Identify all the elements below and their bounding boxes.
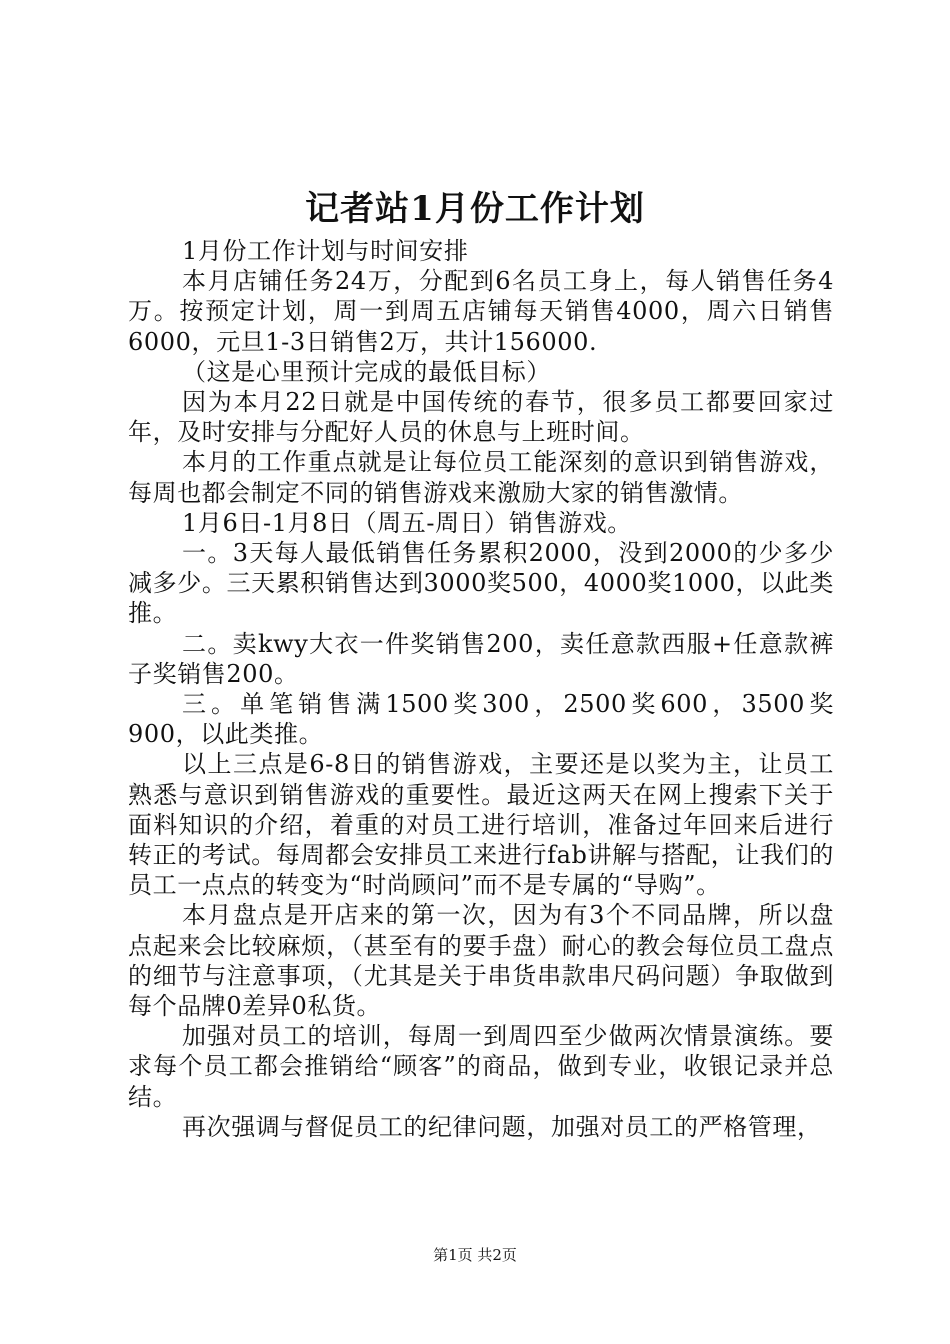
paragraph: 本月店铺任务24万，分配到6名员工身上，每人销售任务4万。按预定计划，周一到周五店铺每天销售4000，周六日销售6000，元旦1-3日销售2万，共计156000. — [128, 267, 834, 356]
document-title: 记者站1月份工作计划 — [305, 189, 645, 229]
paragraph: 1月6日-1月8日（周五-周日）销售游戏。 — [182, 508, 632, 537]
paragraph: 1月份工作计划与时间安排 — [182, 237, 469, 265]
paragraph: 加强对员工的培训，每周一到周四至少做两次情景演练。要求每个员工都会推销给“顾客”的商品，做到专业，收银记录并总结。 — [128, 1022, 834, 1111]
paragraph: 本月盘点是开店来的第一次，因为有3个不同品牌，所以盘点起来会比较麻烦，（甚至有的要手盘）耐心的教会每位员工盘点的细节与注意事项，（尤其是关于串货串款串尺码问题）争取做到每个品牌0差异0私货。 — [128, 901, 834, 1021]
document-body — [128, 236, 834, 1142]
page-footer: 第1页 共2页 — [433, 1246, 517, 1264]
paragraph: 三。单笔销售满1500奖300，2500奖600，3500奖900，以此类推。 — [128, 690, 834, 749]
paragraph: 二。卖kwy大衣一件奖销售200，卖任意款西服+任意款裤子奖销售200。 — [128, 629, 834, 688]
paragraph: 因为本月22日就是中国传统的春节，很多员工都要回家过年，及时安排与分配好人员的休息与上班时间。 — [128, 388, 834, 447]
paragraph: 一。3天每人最低销售任务累积2000，没到2000的少多少减多少。三天累积销售达到3000奖500，4000奖1000，以此类推。 — [128, 539, 834, 628]
paragraph: 本月的工作重点就是让每位员工能深刻的意识到销售游戏，每周也都会制定不同的销售游戏来激励大家的销售激情。 — [128, 448, 834, 507]
paragraph: 再次强调与督促员工的纪律问题，加强对员工的严格管理， — [182, 1112, 822, 1141]
paragraph: 以上三点是6-8日的销售游戏，主要还是以奖为主，让员工熟悉与意识到销售游戏的重要性。最近这两天在网上搜索下关于面料知识的介绍，着重的对员工进行培训，准备过年回来后进行转正的考试。每周都会安排员工来进行fab讲解与搭配，让我们的员工一点点的转变为“时尚顾问”而不是专属的“导购”。 — [128, 750, 834, 900]
paragraph: （这是心里预计完成的最低目标） — [182, 357, 551, 386]
